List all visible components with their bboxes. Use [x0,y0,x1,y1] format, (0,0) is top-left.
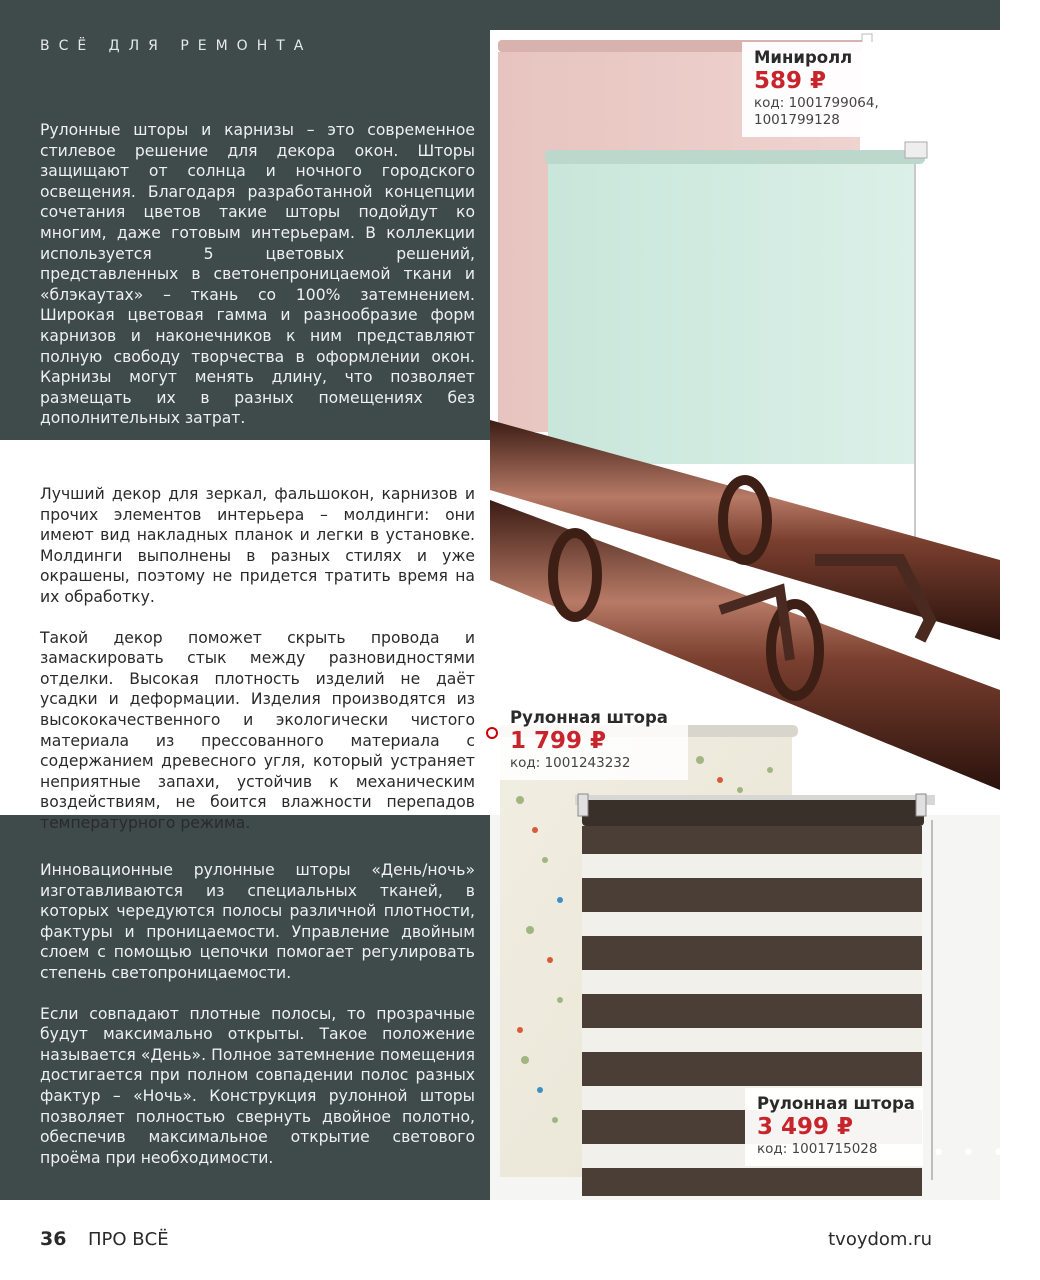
product-name: Рулонная штора [510,708,668,727]
product-tag-day-night-blind [745,1088,923,1166]
product-name: Миниролл [754,48,853,67]
product-name: Рулонная штора [757,1094,915,1113]
product-code: код: 1001243232 [510,755,631,771]
product-tag-floral-blind [498,702,688,780]
paragraph: Инновационные рулонные шторы «День/ночь» изготавливаются из специальных тканей, в которых чередуются полосы различной плотности, фактуры и проницаемости. Управление двойным слоем с помощью цепочки помогает регулировать степень светопроницаемости. [40,861,475,982]
product-code: код: 1001715028 [757,1141,878,1157]
paragraph: Если совпадают плотные полосы, то прозрачные будут максимально открыты. Такое положение называется «День». Полное затемнение помещения достигается при полном совпадении полос разных фактур – «Ночь». Конструкция рулонной шторы позволяет полностью свернуть двойное полотно, обеспечив максимальное открытие светового проёма при необходимости. [40,1004,475,1167]
product-price: 3 499 ₽ [757,1114,854,1140]
blinds-intro-text [40,120,475,429]
product-code: код: 1001799064, [754,95,879,111]
magazine-section: ПРО ВСЁ [88,1229,169,1250]
day-night-text [40,860,475,1168]
product-code-secondary: 1001799128 [754,112,840,128]
page-number: 36 [40,1228,67,1250]
product-photo-collage [490,30,1000,1200]
website-link[interactable]: tvoydom.ru [828,1229,932,1250]
product-tag-minirol [742,42,932,137]
moldings-text [40,484,475,834]
product-price: 1 799 ₽ [510,728,607,754]
section-kicker: ВСЁ ДЛЯ РЕМОНТА [40,38,313,54]
paragraph: Такой декор поможет скрыть провода и замаскировать стык между разновидностями отделки. Высокая плотность изделий не даёт усадки и деформации. Изделия производятся из высококачественного и экологически чистого материала из прессованного материала с содержанием древесного угля, который устраняет неприятные запахи, устойчив к механическим воздействиям, не боится влажности перепадов температурного режима. [40,628,475,832]
product-price: 589 ₽ [754,68,827,94]
paragraph: Рулонные шторы и карнизы – это современное стилевое решение для декора окон. Шторы защищают от солнца и ночного городского освещения. Благодаря разработанной концепции сочетания цветов такие шторы подойдут ко многим, даже готовым интерьерам. В коллекции используется 5 цветовых решений, представленных в светонепроницаемой ткани и «блэкаутах» – ткань со 100% затемнением. Широкая цветовая гамма и разнообразие форм карнизов и наконечников к ним представляют полную свободу творчества в оформлении окон. Карнизы могут менять длину, что позволяет размещать их в разных помещениях без дополнительных затрат. [40,121,475,428]
paragraph: Лучший декор для зеркал, фальшокон, карнизов и прочих элементов интерьера – молдинги: они имеют вид накладных планок и легки в установке. Молдинги выполнены в разных стилях и уже окрашены, поэтому не придется тратить время на их обработку. [40,485,475,606]
decorative-dots: • • • • [932,1141,1040,1166]
